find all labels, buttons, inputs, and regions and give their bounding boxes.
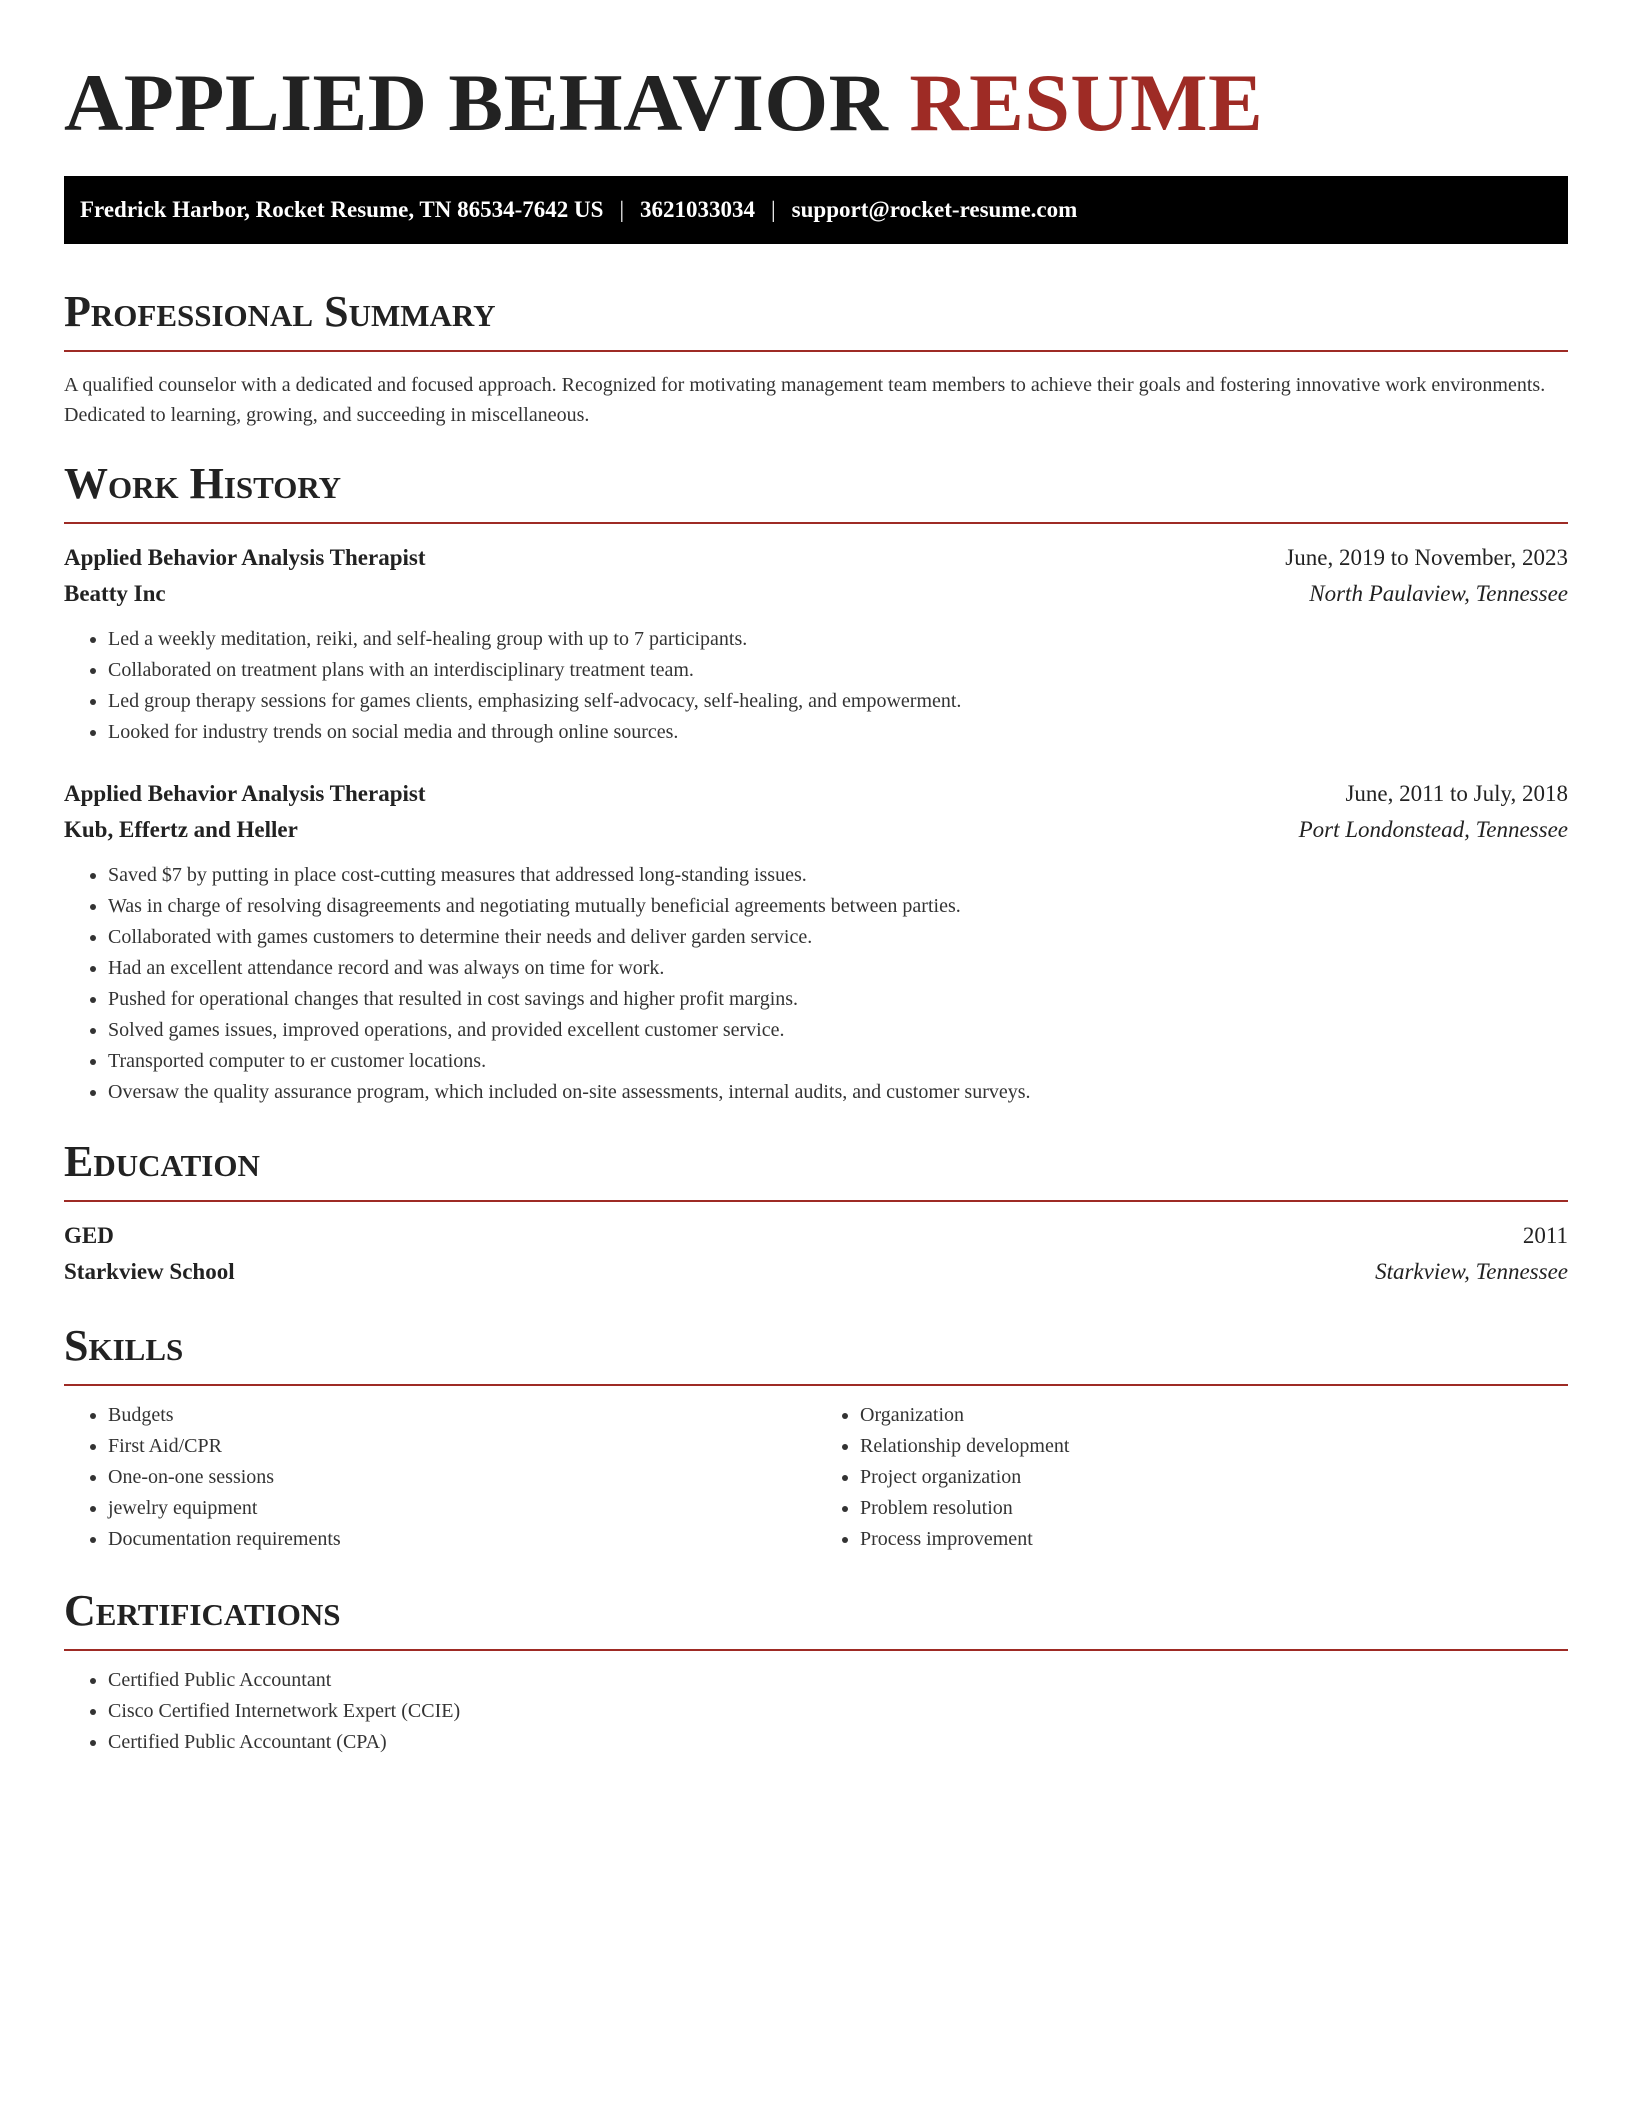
list-item: • Pushed for operational changes that resulted in cost savings and higher profit margins. xyxy=(108,984,1568,1015)
list-item: • Looked for industry trends on social media and through online sources. xyxy=(108,717,1568,748)
job-header-row xyxy=(64,540,1568,576)
list-item: • Documentation requirements xyxy=(108,1524,816,1555)
list-item: • Oversaw the quality assurance program, which included on-site assessments, internal audits, and customer surveys. xyxy=(108,1077,1568,1108)
list-item: • Solved games issues, improved operations, and provided excellent customer service. xyxy=(108,1015,1568,1046)
summary-heading: Professional Summary xyxy=(64,287,496,336)
contact-separator: | xyxy=(771,197,776,222)
job-header-row xyxy=(64,776,1568,812)
list-item: • Budgets xyxy=(108,1400,816,1431)
section-divider xyxy=(64,350,1568,352)
education-degree-row xyxy=(64,1218,1568,1254)
certifications-list xyxy=(64,1665,1568,1758)
job-location: North Paulaview, Tennessee xyxy=(1309,581,1568,606)
section-divider xyxy=(64,1649,1568,1651)
list-item: • Certified Public Accountant xyxy=(108,1665,1568,1696)
education-location: Starkview, Tennessee xyxy=(1375,1259,1568,1284)
list-item: • Was in charge of resolving disagreements and negotiating mutually beneficial agreements between parties. xyxy=(108,891,1568,922)
skills-columns xyxy=(64,1400,1568,1555)
list-item: • Process improvement xyxy=(860,1524,1568,1555)
job-company: Beatty Inc xyxy=(64,581,166,606)
job-bullets xyxy=(64,624,1568,748)
list-item: • Led group therapy sessions for games clients, emphasizing self-advocacy, self-healing, and empowerment. xyxy=(108,686,1568,717)
contact-address: Fredrick Harbor, Rocket Resume, TN 86534-7642 US xyxy=(80,197,604,222)
contact-bar xyxy=(64,176,1568,244)
job-dates: June, 2019 to November, 2023 xyxy=(1285,545,1568,570)
job-dates: June, 2011 to July, 2018 xyxy=(1345,781,1568,806)
education-entry xyxy=(64,1218,1568,1290)
job-entry xyxy=(64,776,1568,1108)
summary-text: A qualified counselor with a dedicated and focused approach. Recognized for motivating management team members to achieve their goals and fostering innovative work environments. Dedicated to learning, growing, and succeeding in miscellaneous. xyxy=(64,374,1546,426)
list-item: • Certified Public Accountant (CPA) xyxy=(108,1727,1568,1758)
contact-separator: | xyxy=(619,197,625,222)
list-item: • jewelry equipment xyxy=(108,1493,816,1524)
contact-email: support@rocket-resume.com xyxy=(791,197,1078,222)
education-school-row xyxy=(64,1254,1568,1290)
list-item: • Project organization xyxy=(860,1462,1568,1493)
job-bullets xyxy=(64,860,1568,1108)
list-item: • Collaborated with games customers to determine their needs and deliver garden service. xyxy=(108,922,1568,953)
education-year: 2011 xyxy=(1522,1223,1568,1248)
work-section xyxy=(64,458,1568,1108)
list-item: • Had an excellent attendance record and was always on time for work. xyxy=(108,953,1568,984)
section-divider xyxy=(64,1200,1568,1202)
certifications-heading: Certifications xyxy=(64,1586,341,1635)
job-entry xyxy=(64,540,1568,748)
title-accent: RESUME xyxy=(909,57,1264,148)
education-degree: GED xyxy=(64,1223,114,1248)
list-item: • First Aid/CPR xyxy=(108,1431,816,1462)
skills-list-left xyxy=(64,1400,816,1555)
title-main: APPLIED BEHAVIOR xyxy=(64,57,889,148)
job-title: Applied Behavior Analysis Therapist xyxy=(64,545,426,570)
list-item: • One-on-one sessions xyxy=(108,1462,816,1493)
list-item: • Relationship development xyxy=(860,1431,1568,1462)
summary-section xyxy=(64,286,1568,430)
job-company-row xyxy=(64,812,1568,848)
skills-section xyxy=(64,1320,1568,1555)
list-item: • Collaborated on treatment plans with an interdisciplinary treatment team. xyxy=(108,655,1568,686)
job-company: Kub, Effertz and Heller xyxy=(64,817,298,842)
job-location: Port Londonstead, Tennessee xyxy=(1298,817,1568,842)
list-item: • Problem resolution xyxy=(860,1493,1568,1524)
job-title: Applied Behavior Analysis Therapist xyxy=(64,781,426,806)
list-item: • Saved $7 by putting in place cost-cutting measures that addressed long-standing issues. xyxy=(108,860,1568,891)
list-item: • Organization xyxy=(860,1400,1568,1431)
resume-title xyxy=(64,0,1568,148)
skills-heading: Skills xyxy=(64,1321,184,1370)
section-divider xyxy=(64,522,1568,524)
work-heading: Work History xyxy=(64,459,342,508)
list-item: • Led a weekly meditation, reiki, and self-healing group with up to 7 participants. xyxy=(108,624,1568,655)
contact-phone: 3621033034 xyxy=(640,197,756,222)
list-item: • Transported computer to er customer locations. xyxy=(108,1046,1568,1077)
certifications-section xyxy=(64,1585,1568,1758)
education-section xyxy=(64,1136,1568,1290)
section-divider xyxy=(64,1384,1568,1386)
skills-list-right xyxy=(816,1400,1568,1555)
education-school: Starkview School xyxy=(64,1259,235,1284)
education-heading: Education xyxy=(64,1137,260,1186)
list-item: • Cisco Certified Internetwork Expert (CCIE) xyxy=(108,1696,1568,1727)
job-company-row xyxy=(64,576,1568,612)
